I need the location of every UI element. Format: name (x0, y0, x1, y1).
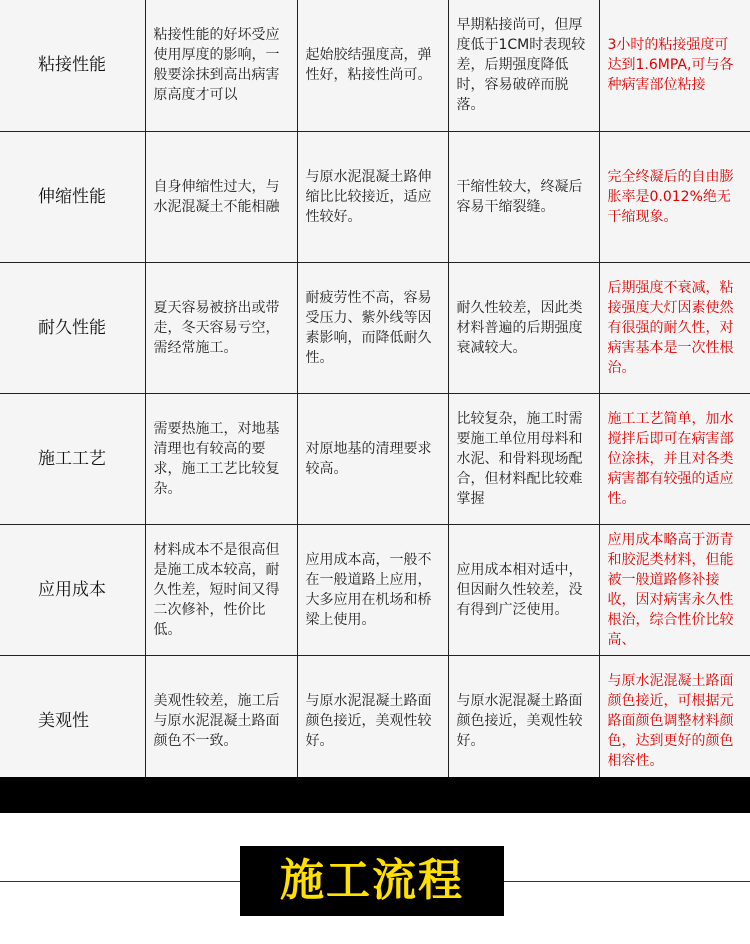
table-cell: 耐久性较差，因此类材料普遍的后期强度衰减较大。 (448, 262, 599, 393)
row-label: 粘接性能 (0, 0, 145, 131)
table-cell: 起始胶结强度高，弹性好，粘接性尚可。 (297, 0, 448, 131)
table-row-durability (0, 262, 750, 393)
table-cell: 早期粘接尚可，但厚度低于1CM时表现较差，后期强度降低时，容易破碎而脱落。 (448, 0, 599, 131)
table-cell: 夏天容易被挤出或带走，冬天容易亏空，需经常施工。 (145, 262, 297, 393)
table-cell: 需要热施工，对地基清理也有较高的要求，施工工艺比较复杂。 (145, 393, 297, 524)
table-row-expansion (0, 131, 750, 262)
table-row-appearance (0, 655, 750, 786)
table-cell: 美观性较差，施工后与原水泥混凝土路面颜色不一致。 (145, 655, 297, 786)
table-cell: 与原水泥混凝土路面颜色接近，美观性较好。 (297, 655, 448, 786)
table-row-cost (0, 524, 750, 655)
row-label: 伸缩性能 (0, 131, 145, 262)
table-row-process (0, 393, 750, 524)
table-cell: 耐疲劳性不高，容易受压力、紫外线等因素影响，而降低耐久性。 (297, 262, 448, 393)
section-title: 施工流程 (240, 846, 504, 916)
table-row-adhesion (0, 0, 750, 131)
divider-band (0, 777, 750, 813)
table-cell: 对原地基的清理要求较高。 (297, 393, 448, 524)
table-cell: 与原水泥混凝土路伸缩比比较接近，适应性较好。 (297, 131, 448, 262)
table-cell: 应用成本相对适中，但因耐久性较差，没有得到广泛使用。 (448, 524, 599, 655)
table-cell: 自身伸缩性过大，与水泥混凝土不能相融 (145, 131, 297, 262)
highlight-cell: 3小时的粘接强度可达到1.6MPA,可与各种病害部位粘接 (599, 0, 750, 131)
highlight-cell: 与原水泥混凝土路面颜色接近，可根据元路面颜色调整材料颜色，达到更好的颜色相容性。 (599, 655, 750, 786)
row-label: 施工工艺 (0, 393, 145, 524)
highlight-cell: 施工工艺简单，加水搅拌后即可在病害部位涂抹，并且对各类病害都有较强的适应性。 (599, 393, 750, 524)
row-label: 应用成本 (0, 524, 145, 655)
table-cell: 与原水泥混凝土路面颜色接近，美观性较好。 (448, 655, 599, 786)
table-cell: 粘接性能的好坏受应使用厚度的影响，一般要涂抹到高出病害原高度才可以 (145, 0, 297, 131)
table-cell: 比较复杂，施工时需要施工单位用母料和水泥、和骨料现场配合，但材料配比较难掌握 (448, 393, 599, 524)
table-cell: 干缩性较大，终凝后容易干缩裂缝。 (448, 131, 599, 262)
table-cell: 材料成本不是很高但是施工成本较高，耐久性差，短时间又得二次修补，性价比低。 (145, 524, 297, 655)
row-label: 耐久性能 (0, 262, 145, 393)
highlight-cell: 应用成本略高于沥青和胶泥类材料，但能被一般道路修补接收，因对病害永久性根治，综合性价比较高、 (599, 524, 750, 655)
row-label: 美观性 (0, 655, 145, 786)
highlight-cell: 完全终凝后的自由膨胀率是0.012%绝无干缩现象。 (599, 131, 750, 262)
highlight-cell: 后期强度不衰减，粘接强度大灯因素使然有很强的耐久性，对病害基本是一次性根治。 (599, 262, 750, 393)
table-cell: 应用成本高，一般不在一般道路上应用，大多应用在机场和桥梁上使用。 (297, 524, 448, 655)
